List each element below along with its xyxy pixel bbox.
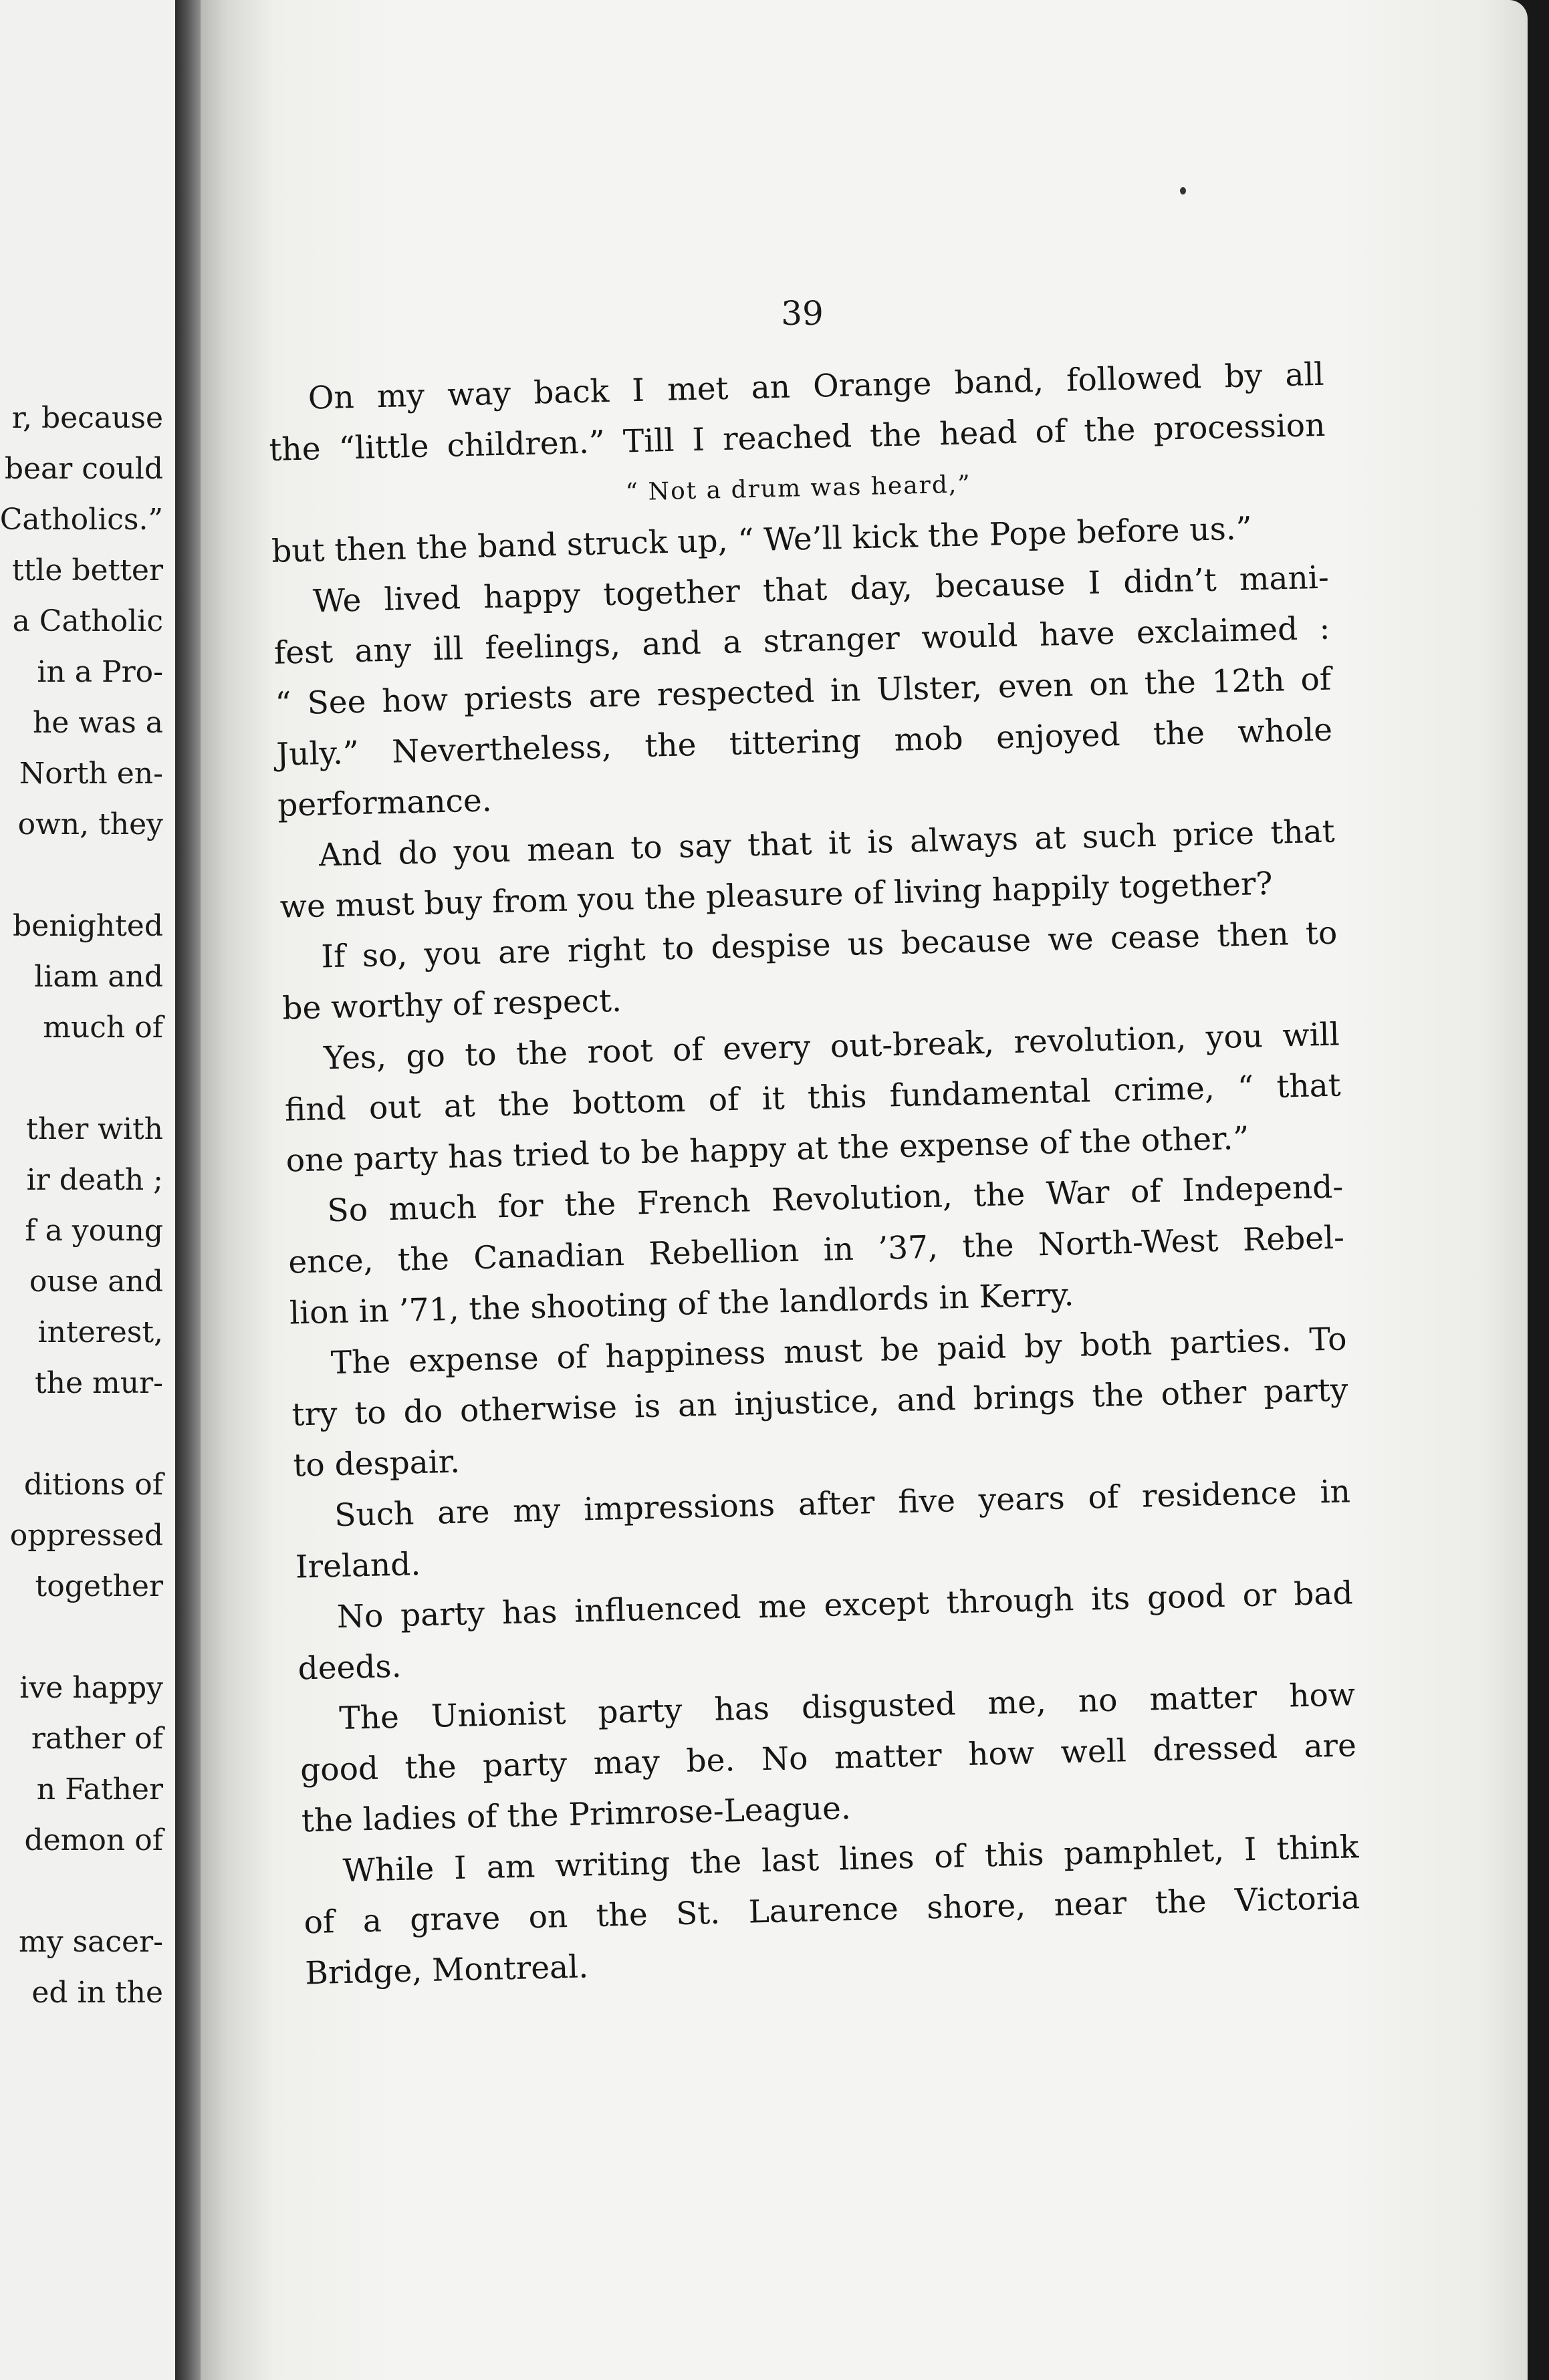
text-line: find out at the bottom of it this fundamental crime, “ that <box>284 1067 1342 1129</box>
previous-page-line: ttle better <box>11 553 163 587</box>
previous-page-gap <box>0 1409 163 1460</box>
text-line: deeds. <box>297 1647 402 1688</box>
previous-page-line: rather of <box>31 1722 163 1756</box>
previous-page-line: ther with <box>26 1112 163 1146</box>
previous-page-line: own, they <box>17 807 163 841</box>
text-line: So much for the French Revolution, the War of Independ- <box>326 1168 1344 1230</box>
previous-page-line: in a Pro- <box>37 655 163 689</box>
text-line: good the party may be. No matter how well dressed are <box>300 1727 1357 1789</box>
previous-page-line: the mur- <box>34 1366 163 1400</box>
text-line: fest any ill feelings, and a stranger would have exclaimed : <box>273 610 1331 672</box>
previous-page-line: ed in the <box>31 1976 163 2010</box>
page-number: 39 <box>781 294 824 333</box>
text-line: we must buy from you the pleasure of living happily together? <box>279 865 1274 926</box>
previous-page-line: liam and <box>34 960 163 994</box>
text-line: but then the band struck up, “ We’ll kick the Pope before us.” <box>271 510 1253 570</box>
previous-page-fragment <box>0 0 175 2380</box>
previous-page-line: together <box>35 1569 163 1603</box>
previous-page-gap <box>0 1612 163 1663</box>
previous-page-line: ive happy <box>19 1671 163 1705</box>
text-line: try to do otherwise is an injustice, and brings the other party <box>291 1371 1348 1434</box>
quoted-line: “ Not a drum was heard,” <box>625 471 972 507</box>
page-body-text <box>267 350 1362 2000</box>
text-line: July.” Nevertheless, the tittering mob enjoyed the whole <box>275 711 1333 773</box>
text-line: Yes, go to the root of every out-break, revolution, you will <box>323 1016 1340 1077</box>
text-line: While I am writing the last lines of this pamphlet, I think <box>342 1829 1360 1889</box>
previous-page-line: a Catholic <box>12 604 163 638</box>
text-line: And do you mean to say that it is always at such price that <box>318 813 1336 874</box>
page-39 <box>201 0 1528 2380</box>
previous-page-line: Catholics.” <box>0 503 163 537</box>
previous-page-text <box>0 393 163 2018</box>
previous-page-line: benighted <box>12 909 163 943</box>
previous-page-line: much of <box>43 1011 163 1045</box>
previous-page-line: oppressed <box>9 1518 163 1553</box>
text-line: of a grave on the St. Laurence shore, near the Victoria <box>303 1879 1360 1942</box>
previous-page-line: he was a <box>32 706 163 740</box>
text-line: ence, the Canadian Rebellion in ’37, the North-West Rebel- <box>287 1219 1345 1281</box>
text-line: lion in ’71, the shooting of the landlords in Kerry. <box>289 1276 1074 1332</box>
text-line: Such are my impressions after five years of residence in <box>334 1473 1351 1535</box>
previous-page-line: demon of <box>24 1823 163 1857</box>
previous-page-line: bear could <box>4 452 163 486</box>
text-line: to despair. <box>292 1443 461 1484</box>
text-line: Bridge, Montreal. <box>304 1948 589 1992</box>
previous-page-line: ir death ; <box>26 1163 163 1197</box>
text-line: We lived happy together that day, because I didn’t mani- <box>312 559 1330 620</box>
text-line: the “little children.” Till I reached the head of the procession <box>269 406 1326 469</box>
previous-page-line: ouse and <box>29 1265 163 1299</box>
text-line: the ladies of the Primrose-League. <box>301 1790 852 1840</box>
previous-page-gap <box>0 1866 163 1917</box>
text-line: “ See how priests are respected in Ulster, even on the 12th of <box>274 660 1332 722</box>
previous-page-line: f a young <box>25 1214 163 1248</box>
previous-page-line: n Father <box>36 1772 163 1807</box>
previous-page-line: interest, <box>37 1315 163 1349</box>
previous-page-line: North en- <box>19 757 163 791</box>
text-line: one party has tried to be happy at the expense of the other.” <box>285 1119 1249 1180</box>
text-line: The expense of happiness must be paid by both parties. To <box>330 1321 1348 1382</box>
previous-page-line: r, because <box>11 401 163 435</box>
text-line: On my way back I met an Orange band, followed by all <box>308 356 1325 417</box>
previous-page-gap <box>0 1053 163 1104</box>
text-line: The Unionist party has disgusted me, no matter how <box>338 1676 1356 1738</box>
text-line: performance. <box>277 782 493 824</box>
previous-page-line: my sacer- <box>19 1925 163 1959</box>
text-line: If so, you are right to despise us because we cease then to <box>320 914 1338 976</box>
text-line: be worthy of respect. <box>281 982 622 1027</box>
text-line: Ireland. <box>295 1546 421 1586</box>
previous-page-line: ditions of <box>23 1468 163 1502</box>
ink-speck <box>1180 187 1186 194</box>
previous-page-gap <box>0 850 163 901</box>
text-line: No party has influenced me except through its good or bad <box>336 1575 1354 1636</box>
